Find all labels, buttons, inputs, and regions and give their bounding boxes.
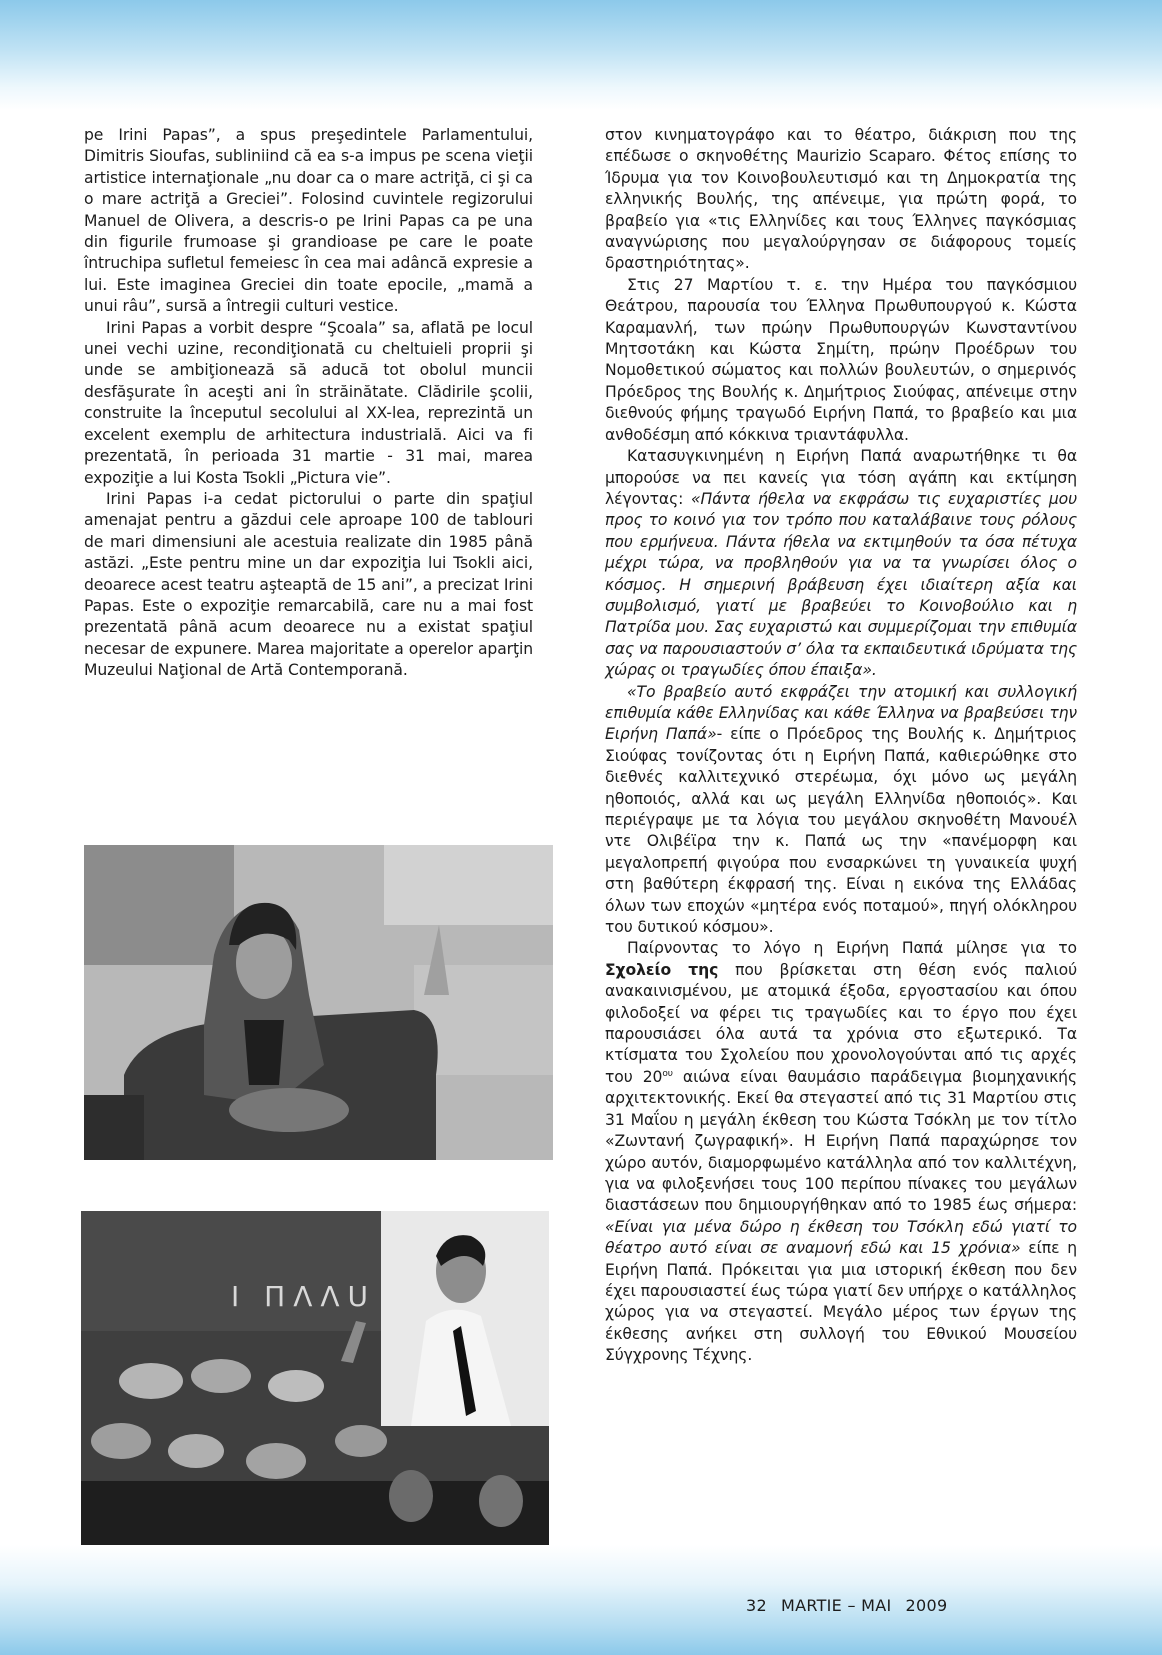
text-run: αιώνα είναι θαυμάσιο παράδειγμα βιομηχανικής αρχιτεκτονικής. Εκεί θα στεγαστεί από τις 31 Μαρτίου στις 31 Μαΐου η μεγάλη έκθεση του Κώστα Τσόκλη με τον τίτλο «Ζωντανή ζωγραφική». Η Ειρήνη Παπά παραχώρησε τον χώρο αυτόν, διαμορφωμένο κατάλληλα από τον καλλιτέχνη, για να φιλοξενήσει τους 100 περίπου πίνακες του μεγάλων διαστάσεων που δημιουργήθηκαν από το 1985 έως σήμερα: [605,1067,1077,1215]
text-run: Κατασυγκινημένη η Ειρήνη Παπά αναρωτήθηκε τι θα μπορούσε να πει κανείς για τόση αγάπη και εκτίμηση λέγοντας: [605,447,1077,508]
top-decorative-band [0,0,1162,110]
photo-irini-papas-illustration [84,845,553,1160]
paragraph: pe Irini Papas”, a spus preşedintele Parlamentului, Dimitris Sioufas, subliniind că ea s-a impus pe scena vieţii artistice internaţionale „nu doar ca o mare actriţă, ci şi ca o mare actriţă a Greciei”. Folosind cuvintele regizorului Manuel de Olivera, a descris-o pe Irini Papas ca pe una din figurile frumoase şi grandioase pe care le poate întruchipa sufletul femeiesc în cea mai adâncă expresie a lui. Este imaginea Greciei din toate epocile, „mamă a unui râu”, sursă a întregii culturi vestice. [84,126,533,316]
page-number: 32 [746,1596,767,1615]
paragraph [605,446,1077,681]
quote-italic: «Είναι για μένα δώρο η έκθεση του Τσόκλη εδώ γιατί το θέατρο αυτό είναι σε αναμονή εδώ και 15 χρόνια» [605,1217,1077,1258]
bottom-decorative-band [0,1545,1162,1655]
paragraph [605,682,1077,939]
issue-label: MARTIE – MAI [780,1596,892,1615]
paragraph: Στις 27 Μαρτίου τ. ε. την Ημέρα του παγκόσμιου Θεάτρου, παρουσία του Έλληνα Πρωθυπουργού κ. Κώστα Καραμανλή, των πρώην Πρωθυπουργών Κωνσταντίνου Μητσοτάκη και Κώστα Σημίτη, πρώην Προέδρων του Νομοθετικού σώματος και πολλών βουλευτών, ο σημερινός Πρόεδρος της Βουλής κ. Δημήτριος Σιούφας, απένειμε στην διεθνούς φήμης τραγωδό Ειρήνη Παπά, το βραβείο και μια ανθοδέσμη από κόκκινα τριαντάφυλλα. [605,275,1077,444]
paragraph: Irini Papas i-a cedat pictorului o parte din spaţiul amenajat pentru a găzdui cele aproape 100 de tablouri de mari dimensiuni ale acestuia realizate din 1985 până astăzi. „Este pentru mine un dar expoziţia lui Tsokli aici, deoarece acest teatru aşteaptă de 15 ani”, a precizat Irini Papas. Este o expoziţie remarcabilă, care nu a mai fost prezentată până acum deoarece nu a existat spaţiul necesar de expunere. Marea majoritate a operelor aparţin Muzeului Naţional de Artă Contemporană. [84,489,533,680]
photo-irini-papas-seated [84,845,553,1160]
superscript: ου [662,1068,673,1079]
right-text-column [605,125,1077,1367]
text-run: - είπε ο Πρόεδρος της Βουλής κ. Δημήτριος Σιούφας τονίζοντας ότι η Ειρήνη Παπά, καθιερώθηκε στο διεθνές καλλιτεχνικό στερέωμα, όχι μόνο ως μεγάλη ηθοποιός, αλλά και ως μεγάλη Ελληνίδα ηθοποιός». Και περιέγραψε με τα λόγια του μεγάλου σκηνοθέτη Μανουέλ ντε Ολιβέϊρα την κ. Παπά ως την «πανέμορφη και μεγαλοπρεπή φιγούρα που ενσαρκώνει τη γυναικεία ψυχή στη βαθύτερη έκφρασή της. Είναι η εικόνα της Ελλάδας όλων των εποχών «μητέρα ενός ποταμού», πηγή ολόκληρου του δυτικού κόσμου». [605,725,1077,937]
page-footer [746,1596,966,1615]
photo-protest-scene [81,1211,549,1546]
paragraph: στον κινηματογράφο και το θέατρο, διάκριση που της επέδωσε ο σκηνοθέτης Maurizio Scaparo. Φέτος επίσης το Ίδρυμα για τον Κοινοβουλευτισμό και τη Δημοκρατία της ελληνικής Βουλής, της απένειμε, για πρώτη φορά, το βραβείο για «τις Ελληνίδες και τους Έλληνες παγκόσμιας αναγνώρισης που μεγαλούργησαν σε διάφορους τομείς δραστηριότητας». [605,126,1077,273]
text-run: είπε η Ειρήνη Παπά. Πρόκειται για μια ιστορική έκθεση που δεν έχει παρουσιαστεί έως τώρα γιατί δεν υπήρχε ο κατάλληλος χώρος για να στεγαστεί. Μεγάλο μέρος των έργων της έκθεσης ανήκει στη συλλογή του Εθνικού Μουσείου Σύγχρονης Τέχνης. [605,1239,1078,1365]
text-run: Παίρνοντας το λόγο η Ειρήνη Παπά μίλησε για το [627,939,1077,958]
photo-protest-illustration [81,1211,549,1546]
quote-italic: «Πάντα ήθελα να εκφράσω τις ευχαριστίες μου προς το κοινό για τον τρόπο που καταλάβαινε τους ρόλους που ερμήνευα. Πάντα ήθελα να εκτιμηθούν τα όσα πέτυχα μέχρι τώρα, να προβληθούν για να τα γνωρίσει όλος ο κόσμος. Η σημερινή βράβευση έχει ιδιαίτερη αξία και συμβολισμό, γιατί με βραβεύει το Κοινοβούλιο και η Πατρίδα μου. Σας ευχαριστώ και συμμερίζομαι την επιθυμία σας να παρουσιαστούν σ’ όλα τα εκπαιδευτικά ιδρύματα της χώρας οι τραγωδίες όπου έπαιξα». [605,489,1078,680]
issue-year: 2009 [905,1596,948,1615]
left-text-column [84,125,533,682]
paragraph: Irini Papas a vorbit despre “Şcoala” sa, aflată pe locul unei vechi uzine, recondiţionată cu cheltuieli proprii şi unde se ambiţionează să aducă tot obolul muncii desfăşurate în aceşti ani în străinătate. Clădirile şcolii, construite la începutul secolului al XX-lea, reprezintă un excelent exemplu de arhitectura industrială. Aici va fi prezentată, în perioada 31 martie - 31 mai, marea expoziţie a lui Kosta Tsokli „Pictura vie”. [84,318,533,487]
paragraph [605,938,1077,1366]
text-run: που βρίσκεται στη θέση ενός παλιού ανακαινισμένου, με ατομικά έξοδα, εργοστασίου και όπου φιλοδοξεί να φέρει τις τραγωδίες και το έργο που έχει παρουσιάσει όλα αυτά τα χρόνια στο εξωτερικό. Τα κτίσματα του Σχολείου που χρονολογούνται από τις αρχές του 20 [605,960,1078,1086]
svg-text:I ΠΛΛU: I ΠΛΛU [231,1280,377,1313]
bold-phrase: Σχολείο της [605,960,719,979]
quote-italic: «Το βραβείο αυτό εκφράζει την ατομική και συλλογική επιθυμία κάθε Ελληνίδας και κάθε Έλληνα να βραβεύσει την Ειρήνη Παπά» [605,682,1077,744]
